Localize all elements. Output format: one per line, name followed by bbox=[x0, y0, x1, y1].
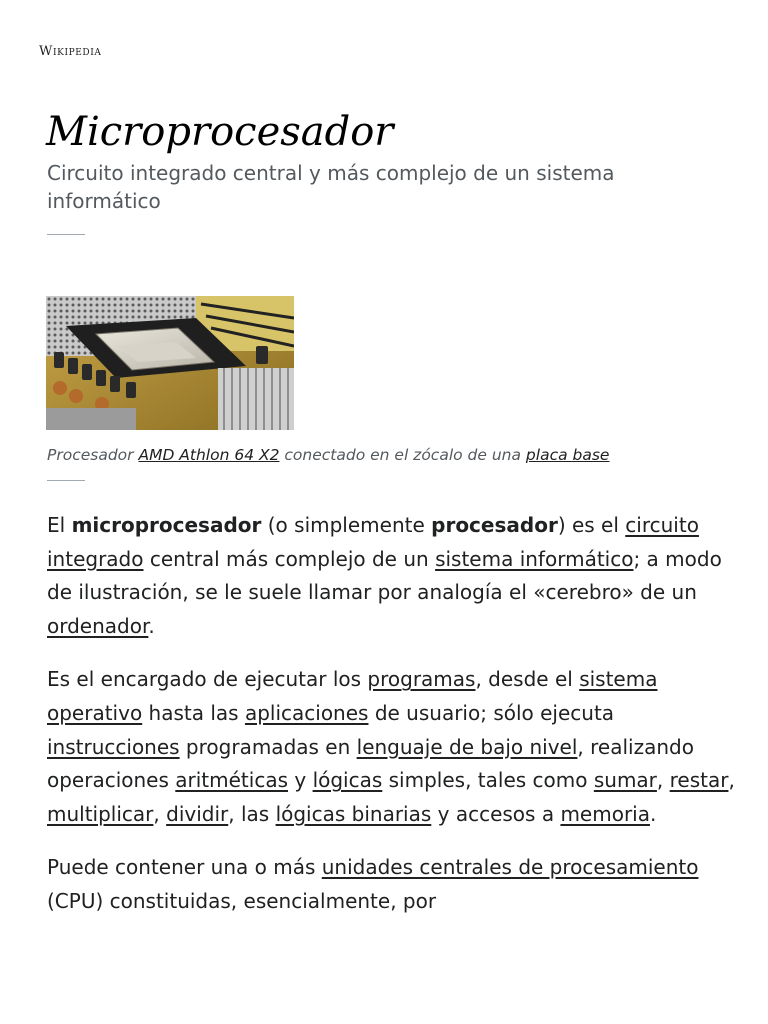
text: . bbox=[148, 613, 155, 638]
text: y bbox=[288, 768, 313, 793]
link-instrucciones[interactable]: instrucciones bbox=[47, 734, 180, 759]
text: (o simplemente bbox=[261, 513, 432, 537]
link-dividir[interactable]: dividir bbox=[166, 801, 229, 826]
link-multiplicar[interactable]: multiplicar bbox=[47, 801, 154, 826]
text: y accesos a bbox=[431, 801, 561, 826]
title-divider bbox=[47, 234, 85, 235]
caption-divider bbox=[47, 480, 85, 481]
bold-term: procesador bbox=[431, 513, 558, 537]
caption-link-amd-athlon[interactable]: AMD Athlon 64 X2 bbox=[138, 446, 280, 464]
article-body bbox=[47, 509, 737, 939]
link-unidades-centrales-de-procesamiento[interactable]: unidades centrales de procesamiento bbox=[321, 855, 699, 880]
text: de usuario; sólo ejecuta bbox=[368, 700, 615, 725]
paragraph-2 bbox=[47, 663, 737, 831]
caption-link-placa-base[interactable]: placa base bbox=[525, 446, 610, 464]
text: , desde el bbox=[475, 667, 580, 692]
figure-caption bbox=[47, 444, 747, 466]
paragraph-1 bbox=[47, 509, 737, 643]
caption-text: Procesador bbox=[47, 446, 139, 464]
link-lenguaje-de-bajo-nivel[interactable]: lenguaje de bajo nivel bbox=[356, 734, 578, 759]
page-subtitle: Circuito integrado central y más complejo de un sistema informático bbox=[47, 161, 615, 213]
link-sumar[interactable]: sumar bbox=[593, 768, 657, 793]
link-sistema-informatico[interactable]: sistema informático bbox=[435, 546, 634, 571]
page-title: Microprocesador bbox=[46, 109, 394, 155]
link-aplicaciones[interactable]: aplicaciones bbox=[244, 700, 369, 725]
paragraph-3 bbox=[47, 851, 737, 918]
text: central más complejo de un bbox=[143, 546, 436, 571]
link-sistema-operativo[interactable]: sistema operativo bbox=[47, 667, 658, 725]
text: , bbox=[728, 768, 735, 793]
link-memoria[interactable]: memoria bbox=[560, 801, 650, 826]
text: (CPU) constituidas, esencialmente, por bbox=[47, 888, 437, 913]
text: El bbox=[47, 513, 72, 537]
link-logicas-binarias[interactable]: lógicas binarias bbox=[275, 801, 432, 826]
link-programas[interactable]: programas bbox=[367, 667, 476, 692]
text: , bbox=[153, 801, 167, 826]
text: programadas en bbox=[179, 734, 357, 759]
link-aritmeticas[interactable]: aritméticas bbox=[175, 768, 288, 793]
link-circuito-integrado[interactable]: circuito integrado bbox=[47, 513, 699, 571]
text: Puede contener una o más bbox=[47, 855, 322, 880]
link-restar[interactable]: restar bbox=[669, 768, 729, 793]
text: ) es el bbox=[557, 513, 626, 537]
link-logicas[interactable]: lógicas bbox=[312, 768, 383, 793]
wikipedia-wordmark[interactable]: Wikipedia bbox=[39, 44, 102, 59]
text: , realizando operaciones bbox=[47, 734, 694, 793]
bold-term: microprocesador bbox=[71, 513, 262, 537]
text: , las bbox=[228, 801, 276, 826]
motherboard-photo-icon bbox=[46, 296, 294, 430]
text: . bbox=[649, 801, 657, 826]
caption-text: conectado en el zócalo de una bbox=[279, 446, 526, 464]
text: ; a modo de ilustración, se le suele llamar por analogía el «cerebro» de un bbox=[47, 546, 722, 605]
motherboard-photo[interactable] bbox=[46, 296, 294, 430]
text: , bbox=[656, 768, 670, 793]
text: hasta las bbox=[142, 700, 245, 725]
link-ordenador[interactable]: ordenador bbox=[47, 613, 149, 638]
text: Es el encargado de ejecutar los bbox=[47, 667, 368, 692]
text: simples, tales como bbox=[382, 768, 594, 793]
